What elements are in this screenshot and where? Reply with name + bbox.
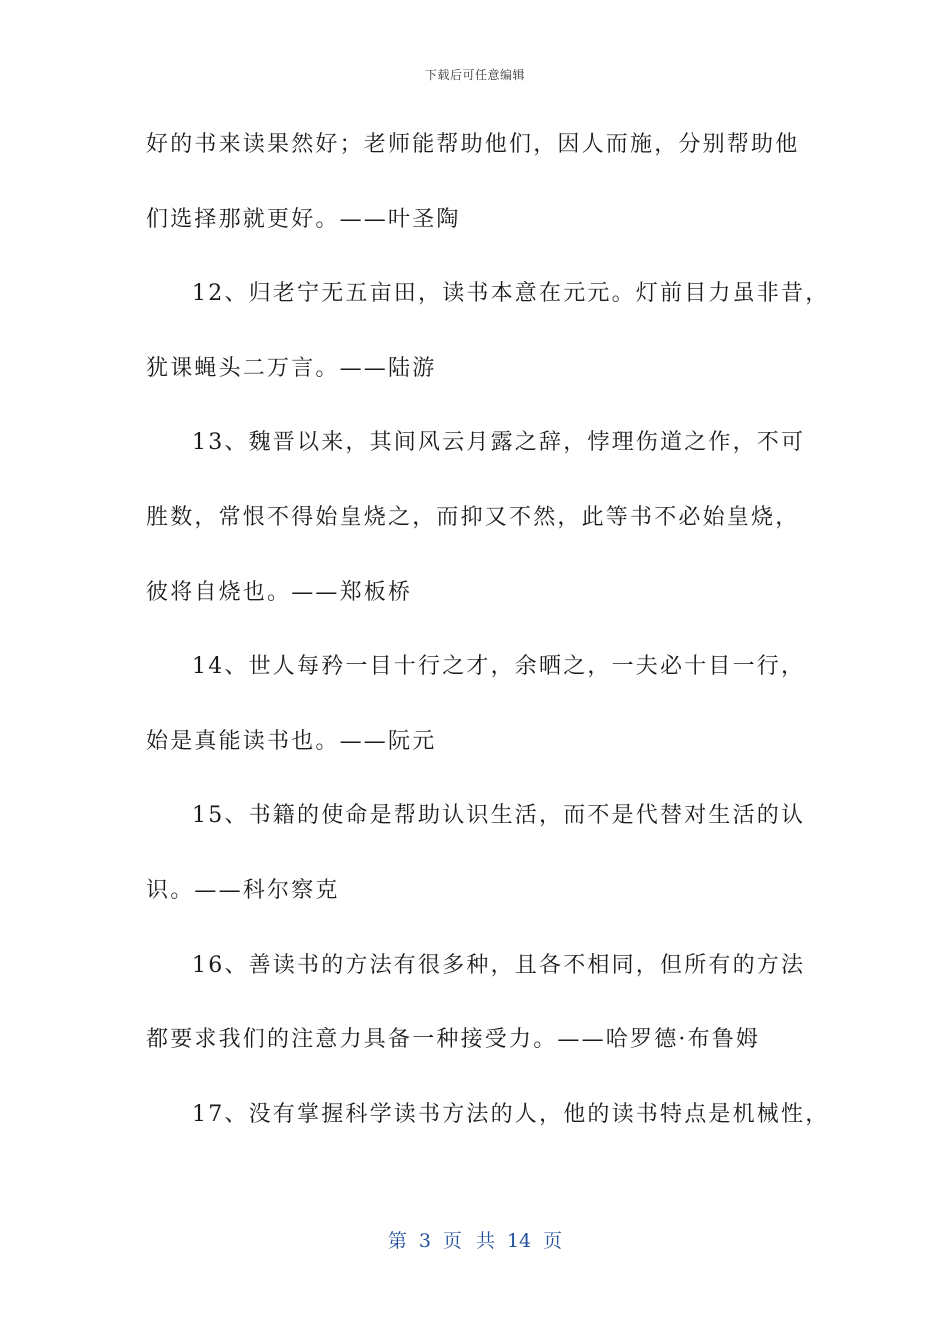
footer-total-pages: 14 xyxy=(506,1230,532,1252)
footer-prefix: 第 xyxy=(387,1230,407,1252)
footer-suffix: 页 xyxy=(543,1230,563,1252)
text-line: 彼将自烧也。——郑板桥 xyxy=(146,579,413,605)
footer-current-page: 3 xyxy=(418,1230,431,1252)
text-line: 15、书籍的使命是帮助认识生活，而不是代替对生活的认 xyxy=(192,803,806,829)
text-line: 16、善读书的方法有很多种，且各不相同，但所有的方法 xyxy=(192,952,806,978)
document-body xyxy=(146,122,830,1166)
text-line: 识。——科尔察克 xyxy=(146,877,340,903)
text-line: 始是真能读书也。——阮元 xyxy=(146,728,437,754)
text-line: 们选择那就更好。——叶圣陶 xyxy=(146,206,461,232)
footer-middle: 页 共 xyxy=(442,1230,495,1252)
text-line: 好的书来读果然好；老师能帮助他们，因人而施，分别帮助他 xyxy=(146,132,800,157)
text-line: 17、没有掌握科学读书方法的人，他的读书特点是机械性， xyxy=(192,1101,830,1127)
text-line: 犹课蝇头二万言。——陆游 xyxy=(146,355,437,381)
text-line: 都要求我们的注意力具备一种接受力。——哈罗德·布鲁姆 xyxy=(146,1027,761,1053)
page-footer xyxy=(0,1226,950,1253)
text-line: 12、归老宁无五亩田，读书本意在元元。灯前目力虽非昔， xyxy=(192,281,830,307)
text-line: 胜数，常恨不得始皇烧之，而抑又不然，此等书不必始皇烧， xyxy=(146,504,800,530)
page-header: 下载后可任意编辑 xyxy=(424,68,525,82)
text-line: 13、魏晋以来，其间风云月露之辞，悖理伤道之作，不可 xyxy=(192,430,806,456)
text-line: 14、世人每矜一目十行之才，余晒之，一夫必十目一行， xyxy=(192,654,806,680)
